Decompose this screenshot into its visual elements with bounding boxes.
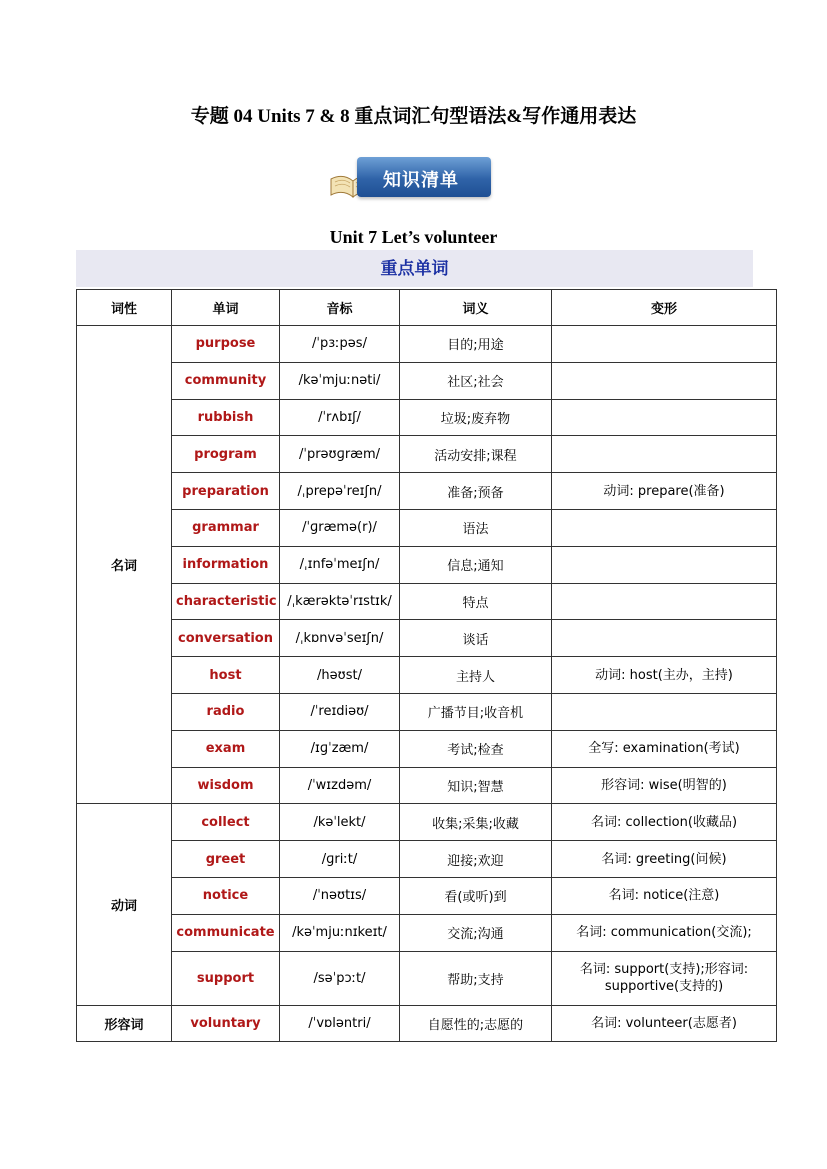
word-form-cell bbox=[552, 362, 777, 399]
word-form-cell: 形容词: wise(明智的) bbox=[552, 767, 777, 804]
phonetic-cell: /kəˈmjuːnɪkeɪt/ bbox=[280, 914, 400, 951]
phonetic-cell: /həʊst/ bbox=[280, 657, 400, 694]
part-of-speech-cell: 动词 bbox=[77, 804, 172, 1005]
word-cell: greet bbox=[172, 841, 280, 878]
phonetic-cell: /ˈɡræmə(r)/ bbox=[280, 509, 400, 546]
table-row bbox=[77, 399, 777, 436]
word-form-cell: 名词: communication(交流); bbox=[552, 914, 777, 951]
word-cell: support bbox=[172, 951, 280, 1005]
table-row bbox=[77, 583, 777, 620]
table-row bbox=[77, 473, 777, 510]
word-form-cell: 动词: prepare(准备) bbox=[552, 473, 777, 510]
word-cell: host bbox=[172, 657, 280, 694]
word-cell: collect bbox=[172, 804, 280, 841]
word-cell: notice bbox=[172, 877, 280, 914]
word-cell: program bbox=[172, 436, 280, 473]
table-row bbox=[77, 620, 777, 657]
table-row bbox=[77, 804, 777, 841]
word-form-cell: 动词: host(主办，主持) bbox=[552, 657, 777, 694]
word-form-cell bbox=[552, 583, 777, 620]
word-form-cell bbox=[552, 326, 777, 363]
table-row bbox=[77, 693, 777, 730]
meaning-cell: 自愿性的;志愿的 bbox=[400, 1005, 552, 1042]
phonetic-cell: /ˌɪnfəˈmeɪʃn/ bbox=[280, 546, 400, 583]
word-cell: community bbox=[172, 362, 280, 399]
meaning-cell: 知识;智慧 bbox=[400, 767, 552, 804]
column-header: 变形 bbox=[552, 290, 777, 326]
phonetic-cell: /ˈrʌbɪʃ/ bbox=[280, 399, 400, 436]
table-row bbox=[77, 914, 777, 951]
table-row bbox=[77, 362, 777, 399]
meaning-cell: 特点 bbox=[400, 583, 552, 620]
phonetic-cell: /ˈprəʊɡræm/ bbox=[280, 436, 400, 473]
word-cell: radio bbox=[172, 693, 280, 730]
word-form-cell: 名词: notice(注意) bbox=[552, 877, 777, 914]
phonetic-cell: /ˈreɪdiəʊ/ bbox=[280, 693, 400, 730]
phonetic-cell: /kəˈmjuːnəti/ bbox=[280, 362, 400, 399]
meaning-cell: 主持人 bbox=[400, 657, 552, 694]
column-header: 音标 bbox=[280, 290, 400, 326]
table-row bbox=[77, 730, 777, 767]
word-form-cell bbox=[552, 399, 777, 436]
badge-plate bbox=[357, 157, 491, 197]
meaning-cell: 交流;沟通 bbox=[400, 914, 552, 951]
word-cell: voluntary bbox=[172, 1005, 280, 1042]
table-row bbox=[77, 509, 777, 546]
word-cell: characteristic bbox=[172, 583, 280, 620]
page-title: 专题 04 Units 7 & 8 重点词汇句型语法&写作通用表达 bbox=[190, 106, 637, 127]
word-form-cell: 名词: support(支持);形容词: supportive(支持的) bbox=[552, 951, 777, 1005]
phonetic-cell: /ˈpɜːpəs/ bbox=[280, 326, 400, 363]
phonetic-cell: /ˌprepəˈreɪʃn/ bbox=[280, 473, 400, 510]
phonetic-cell: /ˈnəʊtɪs/ bbox=[280, 877, 400, 914]
table-body bbox=[77, 326, 777, 1042]
meaning-cell: 垃圾;废弃物 bbox=[400, 399, 552, 436]
table-header-row bbox=[77, 290, 777, 326]
table-row bbox=[77, 951, 777, 1005]
knowledge-list-badge bbox=[329, 155, 493, 201]
word-form-cell bbox=[552, 509, 777, 546]
word-form-cell: 名词: collection(收藏品) bbox=[552, 804, 777, 841]
column-header: 词义 bbox=[400, 290, 552, 326]
phonetic-cell: /kəˈlekt/ bbox=[280, 804, 400, 841]
word-form-cell bbox=[552, 620, 777, 657]
word-cell: conversation bbox=[172, 620, 280, 657]
meaning-cell: 迎接;欢迎 bbox=[400, 841, 552, 878]
table-row bbox=[77, 546, 777, 583]
word-form-cell bbox=[552, 436, 777, 473]
column-header: 词性 bbox=[77, 290, 172, 326]
section-header bbox=[76, 250, 753, 287]
word-cell: grammar bbox=[172, 509, 280, 546]
table-row bbox=[77, 841, 777, 878]
table-row bbox=[77, 877, 777, 914]
word-form-cell bbox=[552, 693, 777, 730]
word-cell: wisdom bbox=[172, 767, 280, 804]
word-cell: information bbox=[172, 546, 280, 583]
part-of-speech-cell: 名词 bbox=[77, 326, 172, 804]
phonetic-cell: /ɪɡˈzæm/ bbox=[280, 730, 400, 767]
table-row bbox=[77, 767, 777, 804]
table-row bbox=[77, 1005, 777, 1042]
table-row bbox=[77, 326, 777, 363]
unit-title: Unit 7 Let’s volunteer bbox=[329, 227, 498, 247]
meaning-cell: 活动安排;课程 bbox=[400, 436, 552, 473]
table-row bbox=[77, 436, 777, 473]
badge-label: 知识清单 bbox=[383, 170, 459, 191]
meaning-cell: 信息;通知 bbox=[400, 546, 552, 583]
word-cell: communicate bbox=[172, 914, 280, 951]
word-cell: rubbish bbox=[172, 399, 280, 436]
phonetic-cell: /səˈpɔːt/ bbox=[280, 951, 400, 1005]
column-header: 单词 bbox=[172, 290, 280, 326]
phonetic-cell: /ˈwɪzdəm/ bbox=[280, 767, 400, 804]
meaning-cell: 广播节目;收音机 bbox=[400, 693, 552, 730]
vocabulary-table bbox=[76, 289, 777, 1042]
phonetic-cell: /ˌkɒnvəˈseɪʃn/ bbox=[280, 620, 400, 657]
meaning-cell: 考试;检查 bbox=[400, 730, 552, 767]
meaning-cell: 社区;社会 bbox=[400, 362, 552, 399]
table-row bbox=[77, 657, 777, 694]
word-form-cell: 名词: greeting(问候) bbox=[552, 841, 777, 878]
meaning-cell: 语法 bbox=[400, 509, 552, 546]
meaning-cell: 准备;预备 bbox=[400, 473, 552, 510]
meaning-cell: 目的;用途 bbox=[400, 326, 552, 363]
meaning-cell: 看(或听)到 bbox=[400, 877, 552, 914]
word-cell: purpose bbox=[172, 326, 280, 363]
word-cell: exam bbox=[172, 730, 280, 767]
section-title: 重点单词 bbox=[380, 259, 449, 279]
phonetic-cell: /ɡriːt/ bbox=[280, 841, 400, 878]
part-of-speech-cell: 形容词 bbox=[77, 1005, 172, 1042]
meaning-cell: 收集;采集;收藏 bbox=[400, 804, 552, 841]
meaning-cell: 帮助;支持 bbox=[400, 951, 552, 1005]
word-form-cell: 名词: volunteer(志愿者) bbox=[552, 1005, 777, 1042]
word-cell: preparation bbox=[172, 473, 280, 510]
word-form-cell bbox=[552, 546, 777, 583]
meaning-cell: 谈话 bbox=[400, 620, 552, 657]
phonetic-cell: /ˈvɒləntri/ bbox=[280, 1005, 400, 1042]
phonetic-cell: /ˌkærəktəˈrɪstɪk/ bbox=[280, 583, 400, 620]
word-form-cell: 全写: examination(考试) bbox=[552, 730, 777, 767]
